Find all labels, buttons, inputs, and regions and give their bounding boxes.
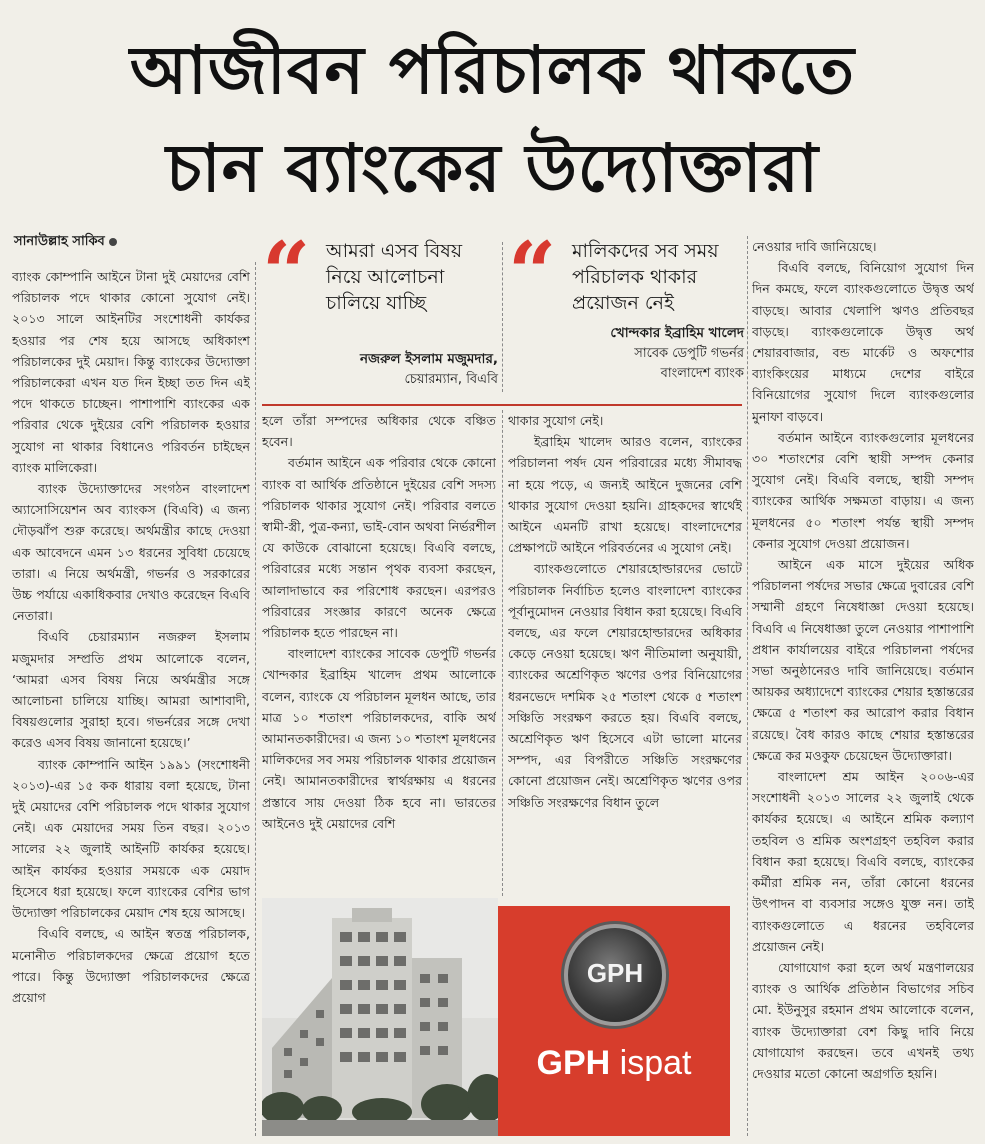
paragraph: হলে তাঁরা সম্পদের অধিকার থেকে বঞ্চিত হবেন।	[262, 413, 496, 450]
pull-quote-2	[508, 223, 744, 398]
pull-quote-text: আমরা এসব বিষয় নিয়ে আলোচনা চালিয়ে যাচ্ছি	[326, 240, 463, 314]
paragraph: আইনে এক মাসে দুইয়ের অধিক পরিচালনা পর্ষদের সভার ক্ষেত্রে দুবারের বেশি সম্মানী গ্রহণে নিষেধাজ্ঞা দেওয়া হয়েছে। বিএবি এ নিষেধাজ্ঞা তুলে নেওয়ার পাশাপাশি প্রধান কার্যালয়ের বাইরে পরিচালনা পর্ষদের সভা অনুষ্ঠানেরও দাবি জানিয়েছে। বর্তমান আয়কর অধ্যাদেশে ব্যাংকের শেয়ার হস্তান্তরের ক্ষেত্রে ৫ শতাংশ কর আরোপ করার বিধান রয়েছে। বৈধ কারও কাছে শেয়ার হস্তান্তরের ক্ষেত্রে কর মওকুফ চেয়েছেন উদ্যোক্তারা।	[752, 557, 974, 763]
paragraph: থাকার সুযোগ নেই।	[508, 413, 604, 428]
byline-author: সানাউল্লাহ সাকিব	[14, 234, 105, 249]
paragraph: ব্যাংক কোম্পানি আইনে টানা দুই মেয়াদের বেশি পরিচালক পদে থাকার কোনো সুযোগ নেই। ২০১৩ সালে আইনটির সংশোধনী কার্যকর হওয়ার পর শেষ হয়ে আসছে অধিকাংশ পরিচালকের দুই মেয়াদ। কিন্তু ব্যাংকের উদ্যোক্তা পরিচালকেরা এখন যত দিন ইচ্ছা তত দিন এই পদে থাকতে চাচ্ছেন। পাশাপাশি ব্যাংকের এক পরিবার থেকে দুইয়ের বেশি পরিচালক হওয়ার সুযোগ না থাকার বিধানেও পরিবর্তন চাইছেন ব্যাংক মালিকেরা।	[12, 269, 250, 475]
paragraph: বাংলাদেশ ব্যাংকের সাবেক ডেপুটি গভর্নর খোন্দকার ইব্রাহিম খালেদ প্রথম আলোকে বলেন, ব্যাংকে যে পরিচালন মূলধন আছে, তার মাত্র ১০ শতাংশ পরিচালকদের, বাকি অর্থ আমানতকারীদের। এ জন্য ১০ শতাংশ মূলধনের মালিকদের সব সময় পরিচালক থাকার প্রয়োজন নেই। আমানতকারীদের স্বার্থরক্ষায় এ ধরনের প্রস্তাবে সায় দেওয়া ঠিক হবে না। ভারতের আইনেও দুই মেয়াদের বেশি	[262, 646, 496, 831]
paragraph: বর্তমান আইনে এক পরিবার থেকে কোনো ব্যাংক বা আর্থিক প্রতিষ্ঠানে দুইয়ের বেশি সদস্য পরিচালক থাকার সুযোগ নেই। পরিবার বলতে স্বামী-স্ত্রী, পুত্র-কন্যা, ভাই-বোন অথবা নির্ভরশীল যে কাউকে বোঝানো হয়েছে। বিএবি বলছে, পরিবারের মধ্যে সন্তান পৃথক ব্যবসা করছেন, আলাদাভাবে কর পরিশোধ করছেন। এরপরও পরিবারের সংজ্ঞার কারণে অনেক ক্ষেত্রে পরিচালক হতে পারছেন না।	[262, 455, 496, 641]
paragraph: ব্যাংক কোম্পানি আইন ১৯৯১ (সংশোধনী ২০১৩)-এর ১৫ কক ধারায় বলা হয়েছে, টানা দুই মেয়াদের বেশি পরিচালক পদে থাকার সুযোগ নেই। এক মেয়াদের সময় তিন বছর। ২০১৩ সালের ২২ জুলাই আইনটি কার্যকর হয়েছে। আইন কার্যকর হওয়ার সময়কে এক মেয়াদ হিসেবে ধরা হয়েছে। ফলে ব্যাংকের বেশির ভাগ উদ্যোক্তা পরিচালকের মেয়াদ শেষ হয়ে আসছে।	[12, 756, 250, 921]
article-column-4	[752, 236, 974, 1136]
paragraph: বিএবি বলছে, বিনিয়োগ সুযোগ দিন দিন কমছে, ফলে ব্যাংকগুলোতে উদ্বৃত্ত অর্থ বাড়ছে। আবার খেলাপি ঋণও প্রতিবছর বাড়ছে। ব্যাংকগুলোকে উদ্বৃত্ত অর্থ শেয়ারবাজার, বন্ড মার্কেট ও অফশোর ব্যাংকিংয়ের মাধ্যমে দেশের বাইরে বিনিয়োগের সুযোগ দিলে ব্যাংকগুলোর মুনাফা বাড়বে।	[752, 260, 974, 424]
column-divider	[255, 262, 257, 1136]
column-divider	[747, 236, 749, 1136]
paragraph: ব্যাংকগুলোতে শেয়ারহোল্ডারদের ভোটে পরিচালক নির্বাচিত হলেও বাংলাদেশ ব্যাংকের পূর্বানুমোদন নেওয়ার বিধান করা হয়েছে। বিএবি বলছে, এর ফলে শেয়ারহোল্ডারদের অধিকার কেড়ে নেওয়া হয়েছে। ঋণ নীতিমালা অনুযায়ী, ব্যাংকের অশ্রেণিকৃত ঋণের ওপর বিনিয়োগের ধরনভেদে দশমিক ২৫ শতাংশ থেকে ৫ শতাংশ সঞ্চিতি সংরক্ষণ করতে হয়। বিএবি বলছে, অশ্রেণিকৃত ঋণ হিসেবে এটা ভালো মানের সম্পদ, এর বিপরীতে সঞ্চিতি সংরক্ষণের কোনো প্রয়োজন নেই। অশ্রেণিকৃত ঋণের ওপর সঞ্চিতি সংরক্ষণের বিধান তুলে	[508, 561, 742, 810]
gph-logo-text: GPH	[586, 958, 644, 988]
paragraph: বর্তমান আইনে ব্যাংকগুলোর মূলধনের ৩০ শতাংশের বেশি স্থায়ী সম্পদ কেনার সুযোগ নেই। বিএবি বলছে, স্থায়ী সম্পদ ব্যাংকের আর্থিক সক্ষমতা বাড়ায়। এ জন্য মূলধনের ৫০ শতাংশ পর্যন্ত স্থায়ী সম্পদ কেনার সুযোগ দেওয়া প্রয়োজন।	[752, 429, 974, 551]
quote-mark-icon: “	[262, 223, 311, 322]
quote-separator	[262, 404, 742, 406]
pull-quote-1	[262, 223, 498, 398]
pull-quote-role: চেয়ারম্যান, বিএবি	[404, 372, 498, 387]
column-divider	[502, 410, 504, 896]
building-image	[262, 898, 498, 1136]
bullet-icon	[109, 238, 117, 246]
quote-mark-icon: “	[508, 223, 557, 322]
byline	[14, 232, 117, 253]
pull-quote-org: বাংলাদেশ ব্যাংক	[660, 366, 744, 381]
pull-quote-name: খোন্দকার ইব্রাহিম খালেদ	[610, 325, 744, 341]
column-divider	[502, 242, 504, 392]
article-column-1	[12, 266, 250, 1136]
ad-brand-prefix: GPH	[536, 1044, 611, 1082]
ad-brand-suffix: ispat	[619, 1044, 692, 1082]
paragraph: বিএবি চেয়ারম্যান নজরুল ইসলাম মজুমদার সম্প্রতি প্রথম আলোকে বলেন, ‘আমরা এসব বিষয় নিয়ে অর্থমন্ত্রীর সঙ্গে আলোচনা চালিয়ে যাচ্ছি। আমরা আশাবাদী, বিষয়গুলোর সুরাহা হবে। গভর্নরের সঙ্গে দেখা করেও এসব বিষয় জানানো হয়েছে।’	[12, 629, 250, 751]
article-column-3	[508, 410, 742, 898]
gph-ispat-advertisement[interactable]	[498, 906, 730, 1136]
ad-brand-name	[498, 1044, 730, 1083]
paragraph: যোগাযোগ করা হলে অর্থ মন্ত্রণালয়ের ব্যাংক ও আর্থিক প্রতিষ্ঠান বিভাগের সচিব মো. ইউনুসুর রহমান প্রথম আলোকে বলেন, ব্যাংক উদ্যোক্তারা বেশ কিছু দাবি নিয়ে যোগাযোগ করছেন। তবে এখনই তথ্য দেওয়ার মতো কোনো অগ্রগতি হয়নি।	[752, 959, 974, 1081]
pull-quote-text: মালিকদের সব সময় পরিচালক থাকার প্রয়োজন নেই	[572, 240, 719, 314]
paragraph: বাংলাদেশ শ্রম আইন ২০০৬-এর সংশোধনী ২০১৩ সালের ২২ জুলাই থেকে কার্যকর হয়েছে। এ আইনে শ্রমিক কল্যাণ তহবিল ও শ্রমিক অংশগ্রহণ তহবিল করার বিধান করা হয়েছে। বিএবি বলছে, ব্যাংকের কর্মীরা শ্রমিক নন, তাঁরা কোনো ধরনের উৎপাদন বা ব্যবসার সঙ্গেও যুক্ত নন। তাই ব্যাংকগুলোতে এ ধরনের তহবিলের প্রয়োজন নেই।	[752, 769, 974, 954]
headline-line-2: চান ব্যাংকের উদ্যোক্তারা	[165, 130, 820, 207]
pull-quote-role: সাবেক ডেপুটি গভর্নর	[634, 346, 744, 361]
paragraph: বিএবি বলছে, এ আইন স্বতন্ত্র পরিচালক, মনোনীত পরিচালকদের ক্ষেত্রে প্রয়োগ হতে পারে। কিন্তু উদ্যোক্তা পরিচালকদের ক্ষেত্রে প্রয়োগ	[12, 926, 250, 1005]
pull-quote-name: নজরুল ইসলাম মজুমদার,	[360, 351, 498, 367]
article-column-2	[262, 410, 496, 886]
paragraph: ব্যাংক উদ্যোক্তাদের সংগঠন বাংলাদেশ অ্যাসোসিয়েশন অব ব্যাংকস (বিএবি) এ জন্য দৌড়ঝাঁপ শুরু করেছে। অর্থমন্ত্রীর কাছে দেওয়া এক আবেদনে এমন ১৩ ধরনের সুবিধা চেয়েছে তারা। এ নিয়ে অর্থমন্ত্রী, গভর্নর ও সরকারের উচ্চ পর্যায়ে একাধিকবার দেখাও করেছেন বিএবি নেতারা।	[12, 481, 250, 624]
paragraph: ইব্রাহিম খালেদ আরও বলেন, ব্যাংকের পরিচালনা পর্ষদ যেন পরিবারের মধ্যে সীমাবদ্ধ না হয়ে পড়ে, এ জন্যই আইনে দুজনের বেশি থাকার সুযোগ দেওয়া হয়নি। গ্রাহকদের স্বার্থেই আইনে এমনটি রাখা হয়েছে। বাংলাদেশের প্রেক্ষাপটে আইনে পরিবর্তনের এ সুযোগ নেই।	[508, 434, 742, 556]
headline-line-1: আজীবন পরিচালক থাকতে	[129, 32, 856, 109]
building-photo	[262, 898, 498, 1136]
paragraph: নেওয়ার দাবি জানিয়েছে।	[752, 239, 877, 254]
